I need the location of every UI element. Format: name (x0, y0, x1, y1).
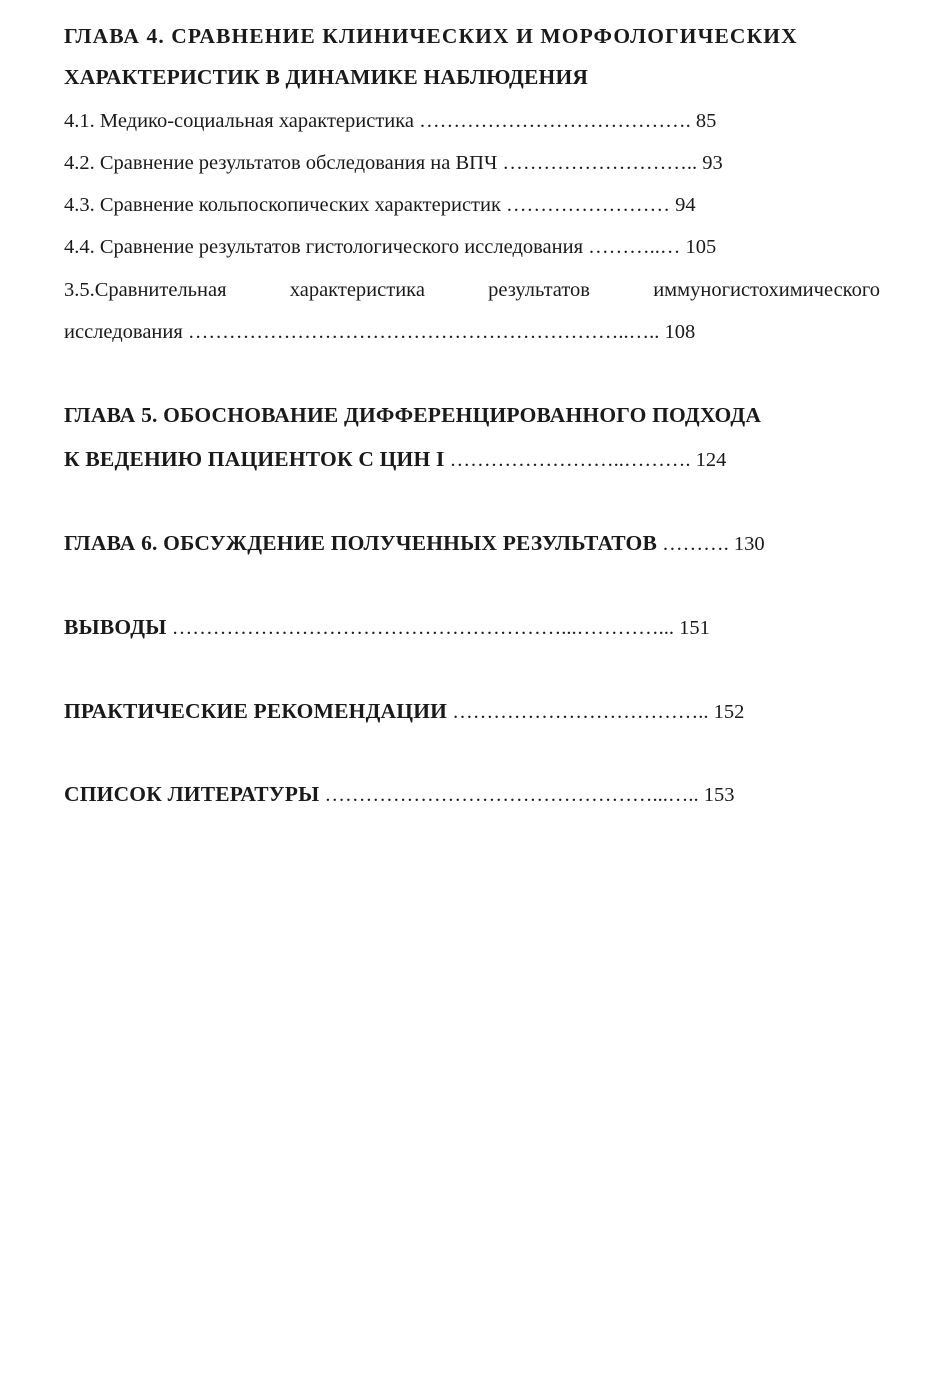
chapter6-heading (64, 531, 765, 556)
chapter4-heading-line1: ГЛАВА 4. СРАВНЕНИЕ КЛИНИЧЕСКИХ И МОРФОЛОГИЧЕСКИХ (64, 24, 798, 48)
toc-entry-4-1: 4.1. Медико-социальная характеристика …………………………………. 85 (64, 110, 717, 132)
toc-entry-4-3: 4.3. Сравнение кольпоскопических характеристик …………………… 94 (64, 194, 696, 216)
toc-entry-4-2: 4.2. Сравнение результатов обследования на ВПЧ ……………………….. 93 (64, 152, 723, 174)
recommendations-entry (64, 699, 744, 724)
toc-entry-4-4: 4.4. Сравнение результатов гистологического исследования ………..… 105 (64, 236, 717, 258)
conclusions-page-ref: …………………………………………………...…………... 151 (166, 617, 710, 639)
toc-entry-3-5-line1: 3.5.Сравнительная характеристика результатов иммуногистохимического (64, 279, 880, 301)
toc-entry-3-5-line2: исследования ………………………………………………………..….. 108 (64, 321, 696, 343)
references-page-ref: …………………………………………...….. 153 (319, 784, 735, 806)
chapter6-page-ref: ………. 130 (657, 533, 765, 555)
recommendations-page-ref: ……………………………….. 152 (447, 701, 745, 723)
chapter5-page-ref: ……………………..………. 124 (444, 449, 727, 471)
chapter6-heading-text: ГЛАВА 6. ОБСУЖДЕНИЕ ПОЛУЧЕННЫХ РЕЗУЛЬТАТОВ (64, 531, 658, 555)
conclusions-heading: ВЫВОДЫ (64, 615, 167, 639)
chapter4-heading-line2: ХАРАКТЕРИСТИК В ДИНАМИКЕ НАБЛЮДЕНИЯ (64, 65, 589, 89)
chapter5-heading-line1: ГЛАВА 5. ОБОСНОВАНИЕ ДИФФЕРЕНЦИРОВАННОГО ПОДХОДА (64, 403, 762, 427)
recommendations-heading: ПРАКТИЧЕСКИЕ РЕКОМЕНДАЦИИ (64, 699, 448, 723)
chapter5-heading-text: К ВЕДЕНИЮ ПАЦИЕНТОК С ЦИН I (64, 447, 445, 471)
references-entry (64, 782, 735, 807)
chapter5-heading-line2 (64, 447, 726, 472)
references-heading: СПИСОК ЛИТЕРАТУРЫ (64, 782, 320, 806)
conclusions-entry (64, 615, 710, 640)
